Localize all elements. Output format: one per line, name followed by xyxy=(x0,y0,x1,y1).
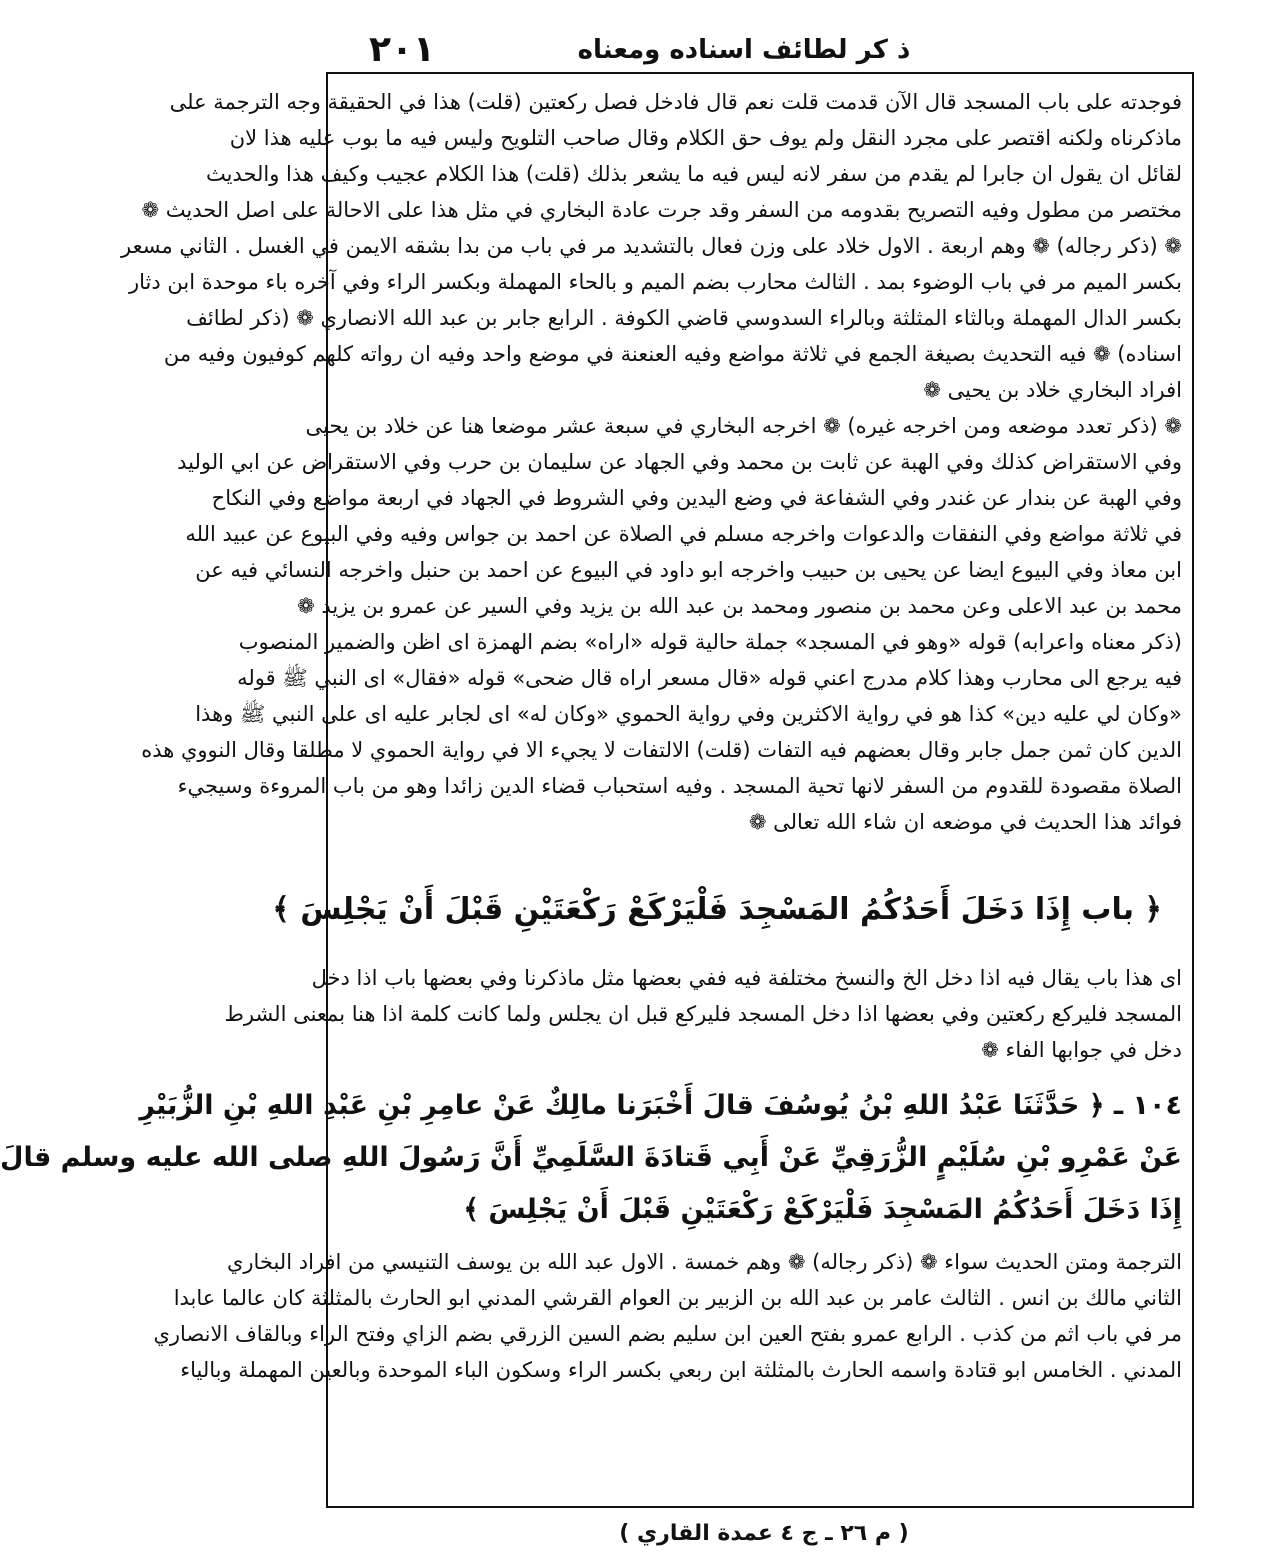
text-line: في ثلاثة مواضع وفي النفقات والدعوات واخرجه مسلم في الصلاة عن احمد بن جواس وفيه وفي البيوع عن عبيد الله xyxy=(185,522,1182,546)
text-line: ماذكرناه ولكنه اقتصر على مجرد النقل ولم يوف حق الكلام وقال صاحب التلويح وليس فيه ما بوب عليه هذا لان xyxy=(229,126,1182,150)
text-line: الثاني مالك بن انس . الثالث عامر بن عبد الله بن الزبير بن العوام القرشي المدني ابو الحارث بالمثلثة كان عالما عابدا xyxy=(173,1286,1182,1310)
text-line: بكسر الميم مر في باب الوضوء بمد . الثالث محارب بضم الميم و بالحاء المهملة وبكسر الراء وفي آخره باء موحدة ابن دثار xyxy=(129,270,1182,294)
text-line: فوجدته على باب المسجد قال الآن قدمت قلت نعم قال فادخل فصل ركعتين (قلت) هذا في الحقيقة وجه الترجمة على xyxy=(169,90,1182,114)
chapter-heading: ﴿ باب إِذَا دَخَلَ أَحَدُكُمُ المَسْجِدَ فَلْيَرْكَعْ رَكْعَتَيْنِ قَبْلَ أَنْ يَجْلِسَ ﴾ xyxy=(272,892,1162,927)
hadith-line: عَنْ عَمْرِو بْنِ سُلَيْمٍ الزُّرَقِيِّ عَنْ أَبِي قَتادَةَ السَّلَمِيِّ أَنَّ رَسُولَ اللهِ صلى الله عليه وسلم قالَ xyxy=(0,1142,1182,1173)
text-line: مختصر من مطول وفيه التصريح بقدومه من السفر وقد جرت عادة البخاري في مثل هذا على الاحالة على اصل الحديث ❁ xyxy=(141,198,1182,222)
running-header: ذ كر لطائف اسناده ومعناه xyxy=(577,35,911,65)
hadith-line: ١٠٤ ـ ﴿ حَدَّثَنَا عَبْدُ اللهِ بْنُ يُوسُفَ قالَ أَخْبَرَنا مالِكٌ عَنْ عامِرِ بْنِ عَبْدِ اللهِ بْنِ الزُّبَيْرِ xyxy=(139,1090,1182,1121)
text-line: الترجمة ومتن الحديث سواء ❁ (ذكر رجاله) ❁ وهم خمسة . الاول عبد الله بن يوسف التنيسي من افراد البخاري xyxy=(226,1250,1182,1274)
text-line: المسجد فليركع ركعتين وفي بعضها اذا دخل المسجد فليركع قبل ان يجلس ولما كانت كلمة اذا هنا بمعنى الشرط xyxy=(224,1002,1182,1026)
text-line: وفي الهبة عن بندار عن غندر وفي الشفاعة في وضع اليدين وفي الشروط في الجهاد في اربعة مواضع وفي النكاح xyxy=(211,486,1182,510)
text-line: لقائل ان يقول ان جابرا لم يقدم من سفر لانه ليس فيه ما يشعر بذلك (قلت) هذا الكلام عجيب وكيف هذا والحديث xyxy=(205,162,1182,186)
text-line: الدين كان ثمن جمل جابر وقال بعضهم فيه التفات (قلت) الالتفات لا يجيء الا في رواية الحموي لا مطلقا وقال النووي هذه xyxy=(141,738,1182,762)
text-line: ابن معاذ وفي البيوع ايضا عن يحيى بن حبيب واخرجه ابو داود في البيوع عن احمد بن حنبل واخرجه النسائي فيه عن xyxy=(195,558,1182,582)
text-line: دخل في جوابها الفاء ❁ xyxy=(981,1038,1182,1062)
text-line: المدني . الخامس ابو قتادة واسمه الحارث بالمثلثة ابن ربعي بكسر الراء وسكون الباء الموحدة وبالعين المهملة وبالياء xyxy=(180,1358,1182,1382)
text-area xyxy=(0,84,1182,1504)
text-line: افراد البخاري خلاد بن يحيى ❁ xyxy=(923,378,1182,402)
text-line: (ذكر معناه واعرابه) قوله «وهو في المسجد» جملة حالية قوله «اراه» بضم الهمزة اى اظن والضمير المنصوب xyxy=(238,630,1182,654)
text-line: محمد بن عبد الاعلى وعن محمد بن منصور ومحمد بن عبد الله بن يزيد وفي السير عن عمرو بن يزيد ❁ xyxy=(297,594,1182,618)
footer-signature: ( م ٢٦ ـ ج ٤ عمدة القاري ) xyxy=(619,1521,909,1546)
text-line: فيه يرجع الى محارب وهذا كلام مدرج اعني قوله «قال مسعر اراه قال ضحى» قوله «فقال» اى النبي ﷺ قوله xyxy=(237,666,1182,690)
text-line: الصلاة مقصودة للقدوم من السفر لانها تحية المسجد . وفيه استحباب قضاء الدين زائدا وهو من باب المروءة وسيجيء xyxy=(177,774,1182,798)
text-line: وفي الاستقراض كذلك وفي الهبة عن ثابت بن محمد وفي الجهاد عن سليمان بن حرب وفي الاستقراض عن ابي الوليد xyxy=(177,450,1182,474)
text-line: «وكان لي عليه دين» كذا هو في رواية الاكثرين وفي رواية الحموي «وكان له» اى لجابر عليه اى على النبي ﷺ وهذا xyxy=(195,702,1182,726)
text-line: اى هذا باب يقال فيه اذا دخل الخ والنسخ مختلفة فيه ففي بعضها مثل ماذكرنا وفي بعضها باب اذا دخل xyxy=(311,966,1182,990)
text-line: ❁ (ذكر تعدد موضعه ومن اخرجه غيره) ❁ اخرجه البخاري في سبعة عشر موضعا هنا عن خلاد بن يحيى xyxy=(305,414,1182,438)
text-line: بكسر الدال المهملة وبالثاء المثلثة وبالراء السدوسي قاضي الكوفة . الرابع جابر بن عبد الله الانصاري ❁ (ذكر لطائف xyxy=(186,306,1182,330)
text-line: مر في باب اثم من كذب . الرابع عمرو بفتح العين ابن سليم بضم السين الزرقي بضم الزاي وفتح الراء وبالقاف الانصاري xyxy=(153,1322,1182,1346)
text-line: اسناده) ❁ فيه التحديث بصيغة الجمع في ثلاثة مواضع وفيه العنعنة في موضع واحد وفيه ان رواته كلهم كوفيون وفيه من xyxy=(163,342,1182,366)
text-line: ❁ (ذكر رجاله) ❁ وهم اربعة . الاول خلاد على وزن فعال بالتشديد مر في باب من بدا بشقه الايمن في الغسل . الثاني مسعر xyxy=(121,234,1182,258)
hadith-line: إِذَا دَخَلَ أَحَدُكُمُ المَسْجِدَ فَلْيَرْكَعْ رَكْعَتَيْنِ قَبْلَ أَنْ يَجْلِسَ ﴾ xyxy=(463,1194,1182,1225)
page-number: ٢٠١ xyxy=(369,29,435,70)
text-line: فوائد هذا الحديث في موضعه ان شاء الله تعالى ❁ xyxy=(748,810,1182,834)
